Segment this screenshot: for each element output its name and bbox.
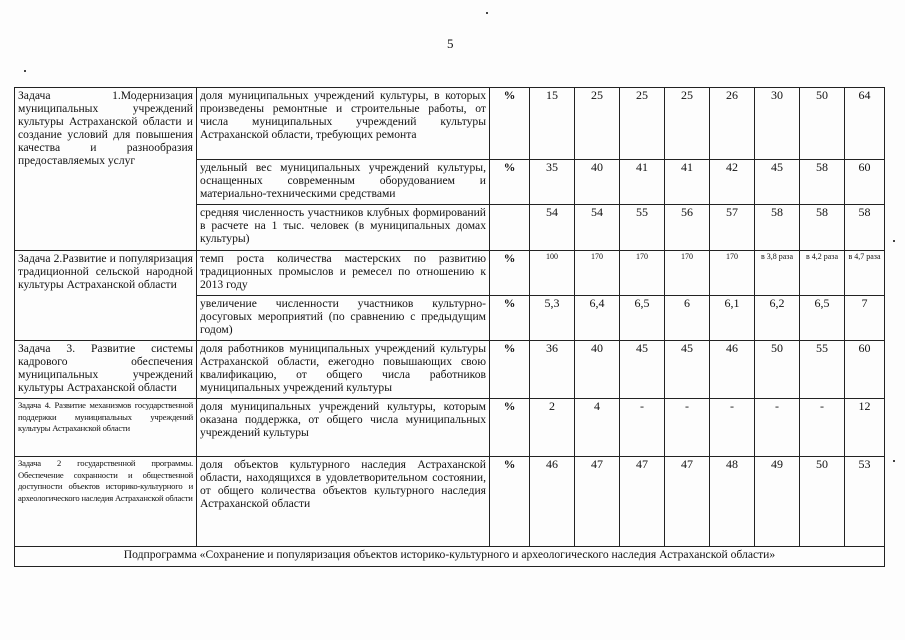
unit-cell: % [490,251,530,296]
value-cell: 25 [665,88,710,160]
value-cell: 48 [710,457,755,547]
table-row [15,341,885,399]
value-cell: 25 [575,88,620,160]
value-cell: 170 [620,251,665,296]
value-cell: 36 [530,341,575,399]
indicator-cell: темп роста количества мастерских по развитию традиционных промыслов и ремесел по отношению к 2013 году [197,251,490,296]
value-cell: 40 [575,160,620,205]
value-cell: 47 [620,457,665,547]
value-cell: 7 [845,296,885,341]
task-cell: Задача 3. Развитие системы кадрового обеспечения муниципальных учреждений культуры Астраханской области [15,341,197,399]
value-cell: 58 [800,205,845,251]
value-cell: 6,4 [575,296,620,341]
value-cell: 5,3 [530,296,575,341]
scan-speck [893,240,895,242]
value-cell: 170 [575,251,620,296]
indicator-cell: доля объектов культурного наследия Астраханской области, находящихся в удовлетворительном состоянии, от общего количества объектов культурного наследия Астраханской области [197,457,490,547]
value-cell: 6,5 [620,296,665,341]
value-cell: 6,5 [800,296,845,341]
value-cell: 54 [575,205,620,251]
value-cell: 50 [755,341,800,399]
task-cell: Задача 1.Модернизация муниципальных учреждений культуры Астраханской области и создание условий для повышения качества и разнообразия предоставляемых услуг [15,88,197,251]
value-cell: 58 [845,205,885,251]
task-cell: Задача 4. Развитие механизмов государственной поддержки муниципальных учреждений культуры Астраханской области [15,399,197,457]
value-cell: 25 [620,88,665,160]
table-row [15,547,885,567]
indicator-cell: доля муниципальных учреждений культуры, в которых произведены ремонтные и строительные работы, от числа муниципальных учреждений культуры Астраханской области, требующих ремонта [197,88,490,160]
value-cell: 6,2 [755,296,800,341]
indicator-cell: удельный вес муниципальных учреждений культуры, оснащенных современным оборудованием и материально-техническими средствами [197,160,490,205]
scan-speck [24,70,26,72]
table-row [15,399,885,457]
subprogram-title: Подпрограмма «Сохранение и популяризация объектов историко-культурного и археологического наследия Астраханской области» [15,547,885,567]
value-cell: - [755,399,800,457]
value-cell: 15 [530,88,575,160]
value-cell: 54 [530,205,575,251]
scan-speck [486,12,488,14]
value-cell: - [800,399,845,457]
value-cell: 45 [665,341,710,399]
value-cell: 46 [530,457,575,547]
value-cell: 55 [800,341,845,399]
indicator-table [14,87,885,567]
scan-speck [893,460,895,462]
value-cell: 64 [845,88,885,160]
value-cell: 53 [845,457,885,547]
value-cell: 50 [800,457,845,547]
value-cell: 170 [665,251,710,296]
unit-cell: % [490,457,530,547]
value-cell: 4 [575,399,620,457]
value-cell: 26 [710,88,755,160]
value-cell: - [665,399,710,457]
unit-cell: % [490,160,530,205]
value-cell: 6 [665,296,710,341]
indicator-cell: доля муниципальных учреждений культуры, которым оказана поддержка, от общего числа муниципальных учреждений культуры [197,399,490,457]
unit-cell: % [490,399,530,457]
value-cell: 60 [845,341,885,399]
value-cell: 170 [710,251,755,296]
indicator-cell: увеличение численности участников культурно-досуговых мероприятий (по сравнению с предыдущим годом) [197,296,490,341]
value-cell: 30 [755,88,800,160]
table-row [15,457,885,547]
value-cell: 50 [800,88,845,160]
value-cell: 58 [755,205,800,251]
indicator-table-wrapper [14,87,885,567]
table-row [15,88,885,160]
value-cell: 42 [710,160,755,205]
value-cell: 41 [620,160,665,205]
value-cell: 6,1 [710,296,755,341]
unit-cell [490,205,530,251]
indicator-cell: доля работников муниципальных учреждений культуры Астраханской области, ежегодно повышающих свою квалификацию, от общего числа работников муниципальных учреждений культуры [197,341,490,399]
value-cell: в 4,2 раза [800,251,845,296]
value-cell: 55 [620,205,665,251]
value-cell: 47 [575,457,620,547]
value-cell: 47 [665,457,710,547]
indicator-cell: средняя численность участников клубных формирований в расчете на 1 тыс. человек (в муниципальных домах культуры) [197,205,490,251]
task-cell: Задача 2.Развитие и популяризация традиционной сельской народной культуры Астраханской области [15,251,197,341]
value-cell: 49 [755,457,800,547]
value-cell: 46 [710,341,755,399]
task-cell: Задача 2 государственной программы. Обеспечение сохранности и общественной доступности объектов историко-культурного и археологического наследия Астраханской области [15,457,197,547]
page-number: 5 [447,36,454,51]
value-cell: в 4,7 раза [845,251,885,296]
value-cell: - [710,399,755,457]
value-cell: 2 [530,399,575,457]
unit-cell: % [490,88,530,160]
value-cell: 57 [710,205,755,251]
value-cell: 56 [665,205,710,251]
value-cell: 100 [530,251,575,296]
value-cell: 45 [620,341,665,399]
value-cell: 41 [665,160,710,205]
value-cell: 60 [845,160,885,205]
unit-cell: % [490,296,530,341]
value-cell: 40 [575,341,620,399]
value-cell: - [620,399,665,457]
unit-cell: % [490,341,530,399]
table-row [15,251,885,296]
value-cell: 35 [530,160,575,205]
value-cell: в 3,8 раза [755,251,800,296]
value-cell: 45 [755,160,800,205]
value-cell: 58 [800,160,845,205]
value-cell: 12 [845,399,885,457]
